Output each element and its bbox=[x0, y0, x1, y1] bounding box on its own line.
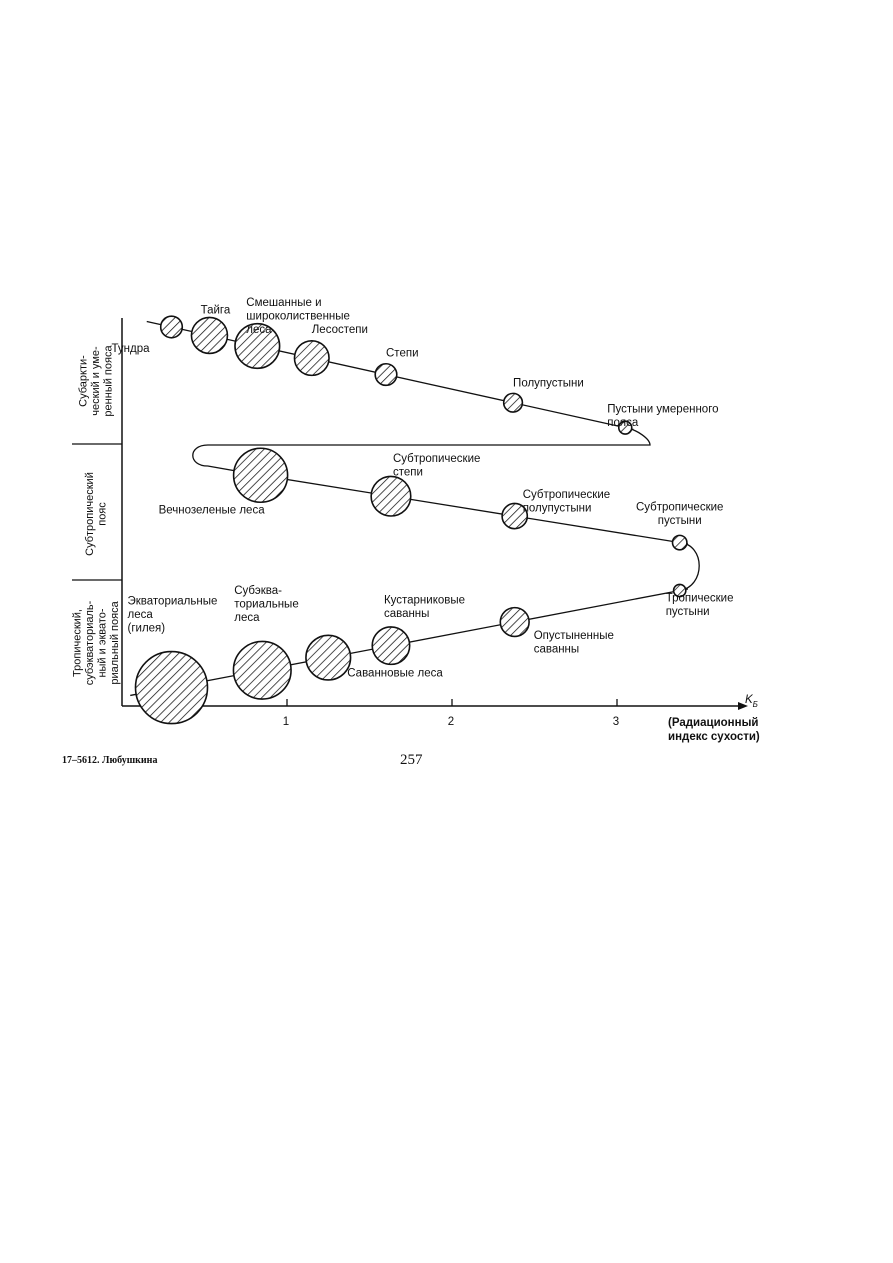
x-axis-symbol: $K_Б$ bbox=[745, 694, 758, 709]
ecosystem-label: Кустарниковые саванны bbox=[383, 594, 466, 621]
x-axis-caption: (Радиационный bbox=[668, 717, 759, 729]
belt-label: Тропический,субэкваториаль-ный и эквато-риальный пояса bbox=[71, 600, 121, 686]
ecosystem-label: Экваториальные леса (гилея) bbox=[127, 595, 218, 635]
ecosystem-label: Субэква-ториальные леса bbox=[234, 585, 299, 625]
ecosystem-label: Полупустыни bbox=[513, 377, 584, 390]
belt-label: Субтропическийпояс bbox=[83, 472, 109, 556]
page-number: 257 bbox=[400, 752, 423, 768]
ecosystem-circle bbox=[161, 316, 183, 338]
ecosystem-label: Субтропические пустыни bbox=[635, 501, 724, 528]
ecosystem-label: Лесостепи bbox=[311, 324, 368, 337]
ecosystem-circle bbox=[372, 627, 409, 664]
x-tick-label: 1 bbox=[282, 716, 290, 728]
ecosystem-label: Опустыненные саванны bbox=[533, 630, 614, 656]
ecosystem-label: Тропические пустыни bbox=[665, 592, 734, 619]
ecosystem-circle bbox=[191, 317, 227, 353]
ecosystem-label: Пустыни умеренного пояса bbox=[607, 403, 719, 430]
ecosystem-label: Смешанные и широколиственные леса bbox=[246, 297, 350, 337]
x-axis-caption: индекс сухости) bbox=[668, 731, 760, 743]
ecosystem-circle bbox=[136, 652, 208, 724]
series-line bbox=[236, 471, 688, 544]
ecosystem-circle bbox=[294, 341, 329, 376]
ecosystem-label: Саванновые леса bbox=[347, 667, 443, 680]
x-tick-label: 3 bbox=[612, 716, 620, 728]
ecosystem-label: Тундра bbox=[111, 342, 150, 355]
belt-label: Субаркти-ческий и уме-ренный пояса bbox=[77, 345, 115, 417]
ecosystem-circle bbox=[233, 641, 291, 699]
ecosystem-circle bbox=[234, 448, 288, 502]
ecosystem-circle bbox=[504, 393, 523, 412]
footer-signature: 17–5612. Любушкина bbox=[62, 755, 158, 766]
ecosystem-circle bbox=[306, 635, 351, 680]
ecosystem-circle bbox=[500, 608, 529, 637]
ecosystem-label: Вечнозеленые леса bbox=[158, 504, 265, 517]
ecosystem-label: Субтропические степи bbox=[392, 453, 481, 479]
ecosystem-circle bbox=[371, 476, 411, 516]
x-tick-label: 2 bbox=[447, 716, 455, 728]
ecosystem-label: Тайга bbox=[200, 304, 231, 317]
ecosystem-label: Субтропические полупустыни bbox=[522, 489, 611, 515]
ecosystem-circle bbox=[673, 535, 687, 549]
ecosystem-circle bbox=[375, 364, 397, 386]
ecosystem-label: Степи bbox=[386, 347, 419, 360]
